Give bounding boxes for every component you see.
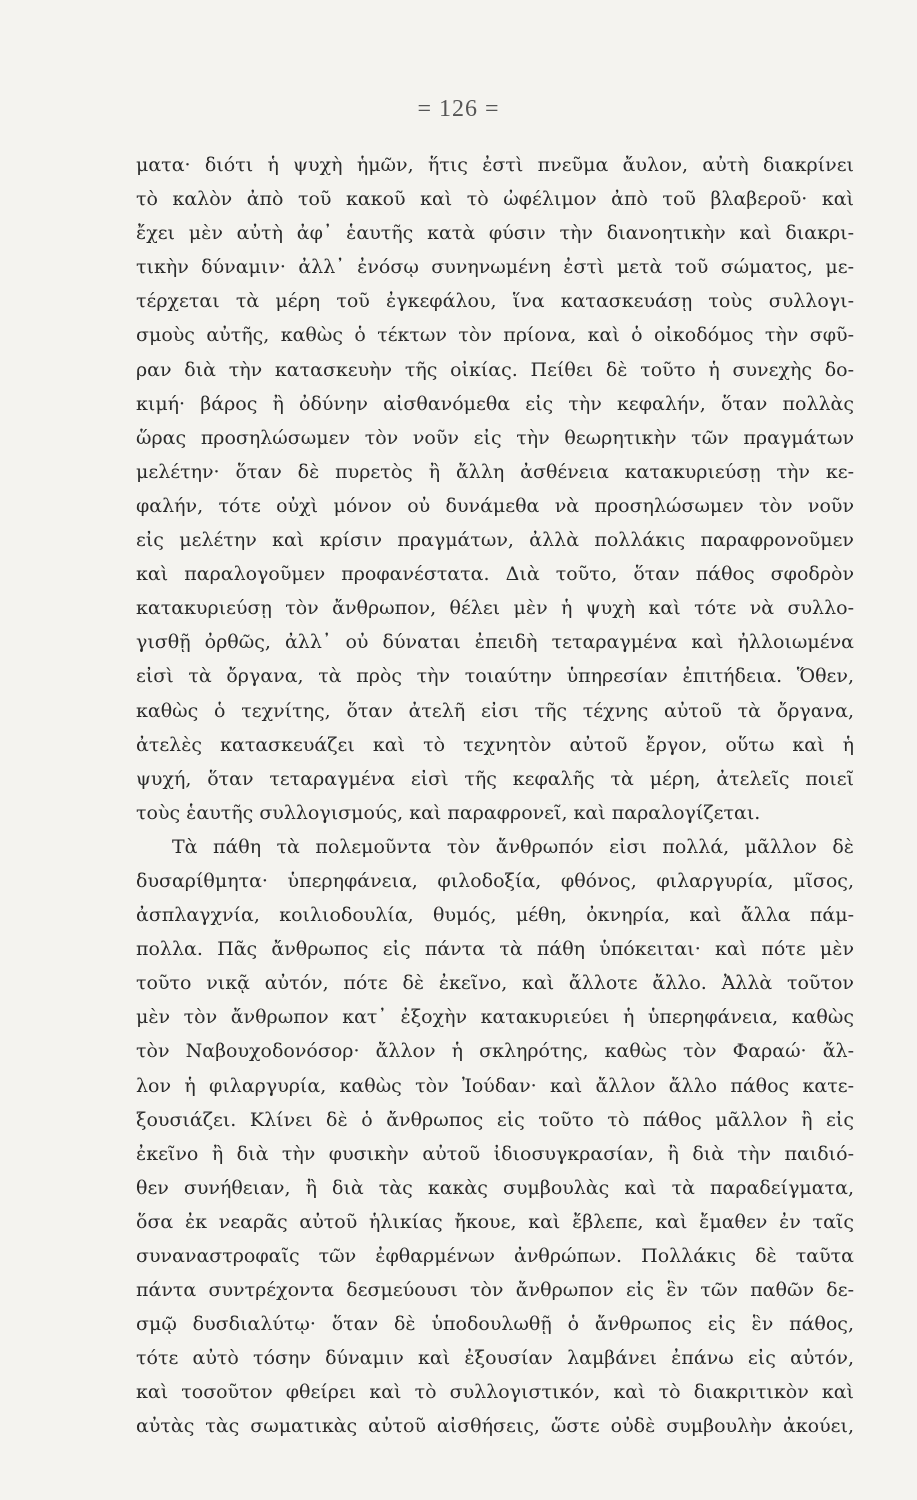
text-line: ὥρας προσηλώσωμεν τὸν νοῦν εἰς τὴν θεωρητικὴν τῶν πραγμάτων: [136, 426, 854, 449]
text-line: ψυχή, ὅταν τεταραγμένα εἰσὶ τῆς κεφαλῆς τὰ μέρη, ἀτελεῖς ποιεῖ: [136, 767, 854, 790]
text-line: πάντα συντρέχοντα δεσμεύουσι τὸν ἄνθρωπον εἰς ἓν τῶν παθῶν δε-: [136, 1279, 854, 1302]
text-line: τὸ καλὸν ἀπὸ τοῦ κακοῦ καὶ τὸ ὠφέλιμον ἀπὸ τοῦ βλαβεροῦ· καὶ: [136, 188, 854, 211]
text-line: σμοὺς αὐτῆς, καθὼς ὁ τέκτων τὸν πρίονα, καὶ ὁ οἰκοδόμος τὴν σφῦ-: [136, 324, 854, 347]
text-line: μὲν τὸν ἄνθρωπον κατ᾿ ἐξοχὴν κατακυριεύει ἡ ὑπερηφάνεια, καθὼς: [136, 1006, 854, 1029]
page-number: = 126 =: [417, 96, 500, 122]
text-line: φαλήν, τότε οὐχὶ μόνον οὐ δυνάμεθα νὰ προσηλώσωμεν τὸν νοῦν: [136, 494, 854, 517]
text-line: ὅσα ἐκ νεαρᾶς αὐτοῦ ἡλικίας ἤκουε, καὶ ἔβλεπε, καὶ ἔμαθεν ἐν ταῖς: [136, 1210, 854, 1233]
text-line: ἀτελὲς κατασκευάζει καὶ τὸ τεχνητὸν αὐτοῦ ἔργον, οὕτω καὶ ἡ: [136, 733, 854, 756]
text-line: γισθῇ ὀρθῶς, ἀλλ᾿ οὐ δύναται ἐπειδὴ τεταραγμένα καὶ ἠλλοιωμένα: [136, 631, 854, 654]
text-line: ἀσπλαγχνία, κοιλιοδουλία, θυμός, μέθη, ὀκνηρία, καὶ ἄλλα πάμ-: [136, 904, 854, 927]
text-line: μελέτην· ὅταν δὲ πυρετὸς ἢ ἄλλη ἀσθένεια κατακυριεύσῃ τὴν κε-: [136, 460, 854, 483]
text-line: Τὰ πάθη τὰ πολεμοῦντα τὸν ἄνθρωπόν εἰσι πολλά, μᾶλλον δὲ: [172, 835, 854, 858]
text-line: συναναστροφαῖς τῶν ἐφθαρμένων ἀνθρώπων. Πολλάκις δὲ ταῦτα: [136, 1245, 854, 1267]
text-line: τοῦτο νικᾷ αὐτόν, πότε δὲ ἐκεῖνο, καὶ ἄλλοτε ἄλλο. Ἀλλὰ τοῦτον: [136, 972, 854, 995]
text-line: αὐτὰς τὰς σωματικὰς αὐτοῦ αἰσθήσεις, ὥστε οὐδὲ συμβουλὴν ἀκούει,: [136, 1415, 854, 1438]
text-line: σμῷ δυσδιαλύτῳ· ὅταν δὲ ὑποδουλωθῇ ὁ ἄνθρωπος εἰς ἓν πάθος,: [136, 1313, 854, 1336]
text-line: κιμή· βάρος ἢ ὀδύνην αἰσθανόμεθα εἰς τὴν κεφαλήν, ὅταν πολλὰς: [136, 392, 854, 415]
text-line: δυσαρίθμητα· ὑπερηφάνεια, φιλοδοξία, φθόνος, φιλαργυρία, μῖσος,: [136, 869, 854, 892]
text-line: κατακυριεύσῃ τὸν ἄνθρωπον, θέλει μὲν ἡ ψυχὴ καὶ τότε νὰ συλλο-: [136, 597, 854, 620]
text-line: τικὴν δύναμιν· ἀλλ᾿ ἐνόσῳ συνηνωμένη ἐστὶ μετὰ τοῦ σώματος, με-: [136, 256, 854, 279]
text-line: τὸν Ναβουχοδονόσορ· ἄλλον ἡ σκληρότης, καθὼς τὸν Φαραώ· ἄλ-: [136, 1040, 854, 1063]
text-line: ἔχει μὲν αὐτὴ ἀφ᾿ ἑαυτῆς κατὰ φύσιν τὴν διανοητικὴν καὶ διακρι-: [136, 222, 854, 245]
text-line: καὶ τοσοῦτον φθείρει καὶ τὸ συλλογιστικόν, καὶ τὸ διακριτικὸν καὶ: [136, 1381, 854, 1404]
text-line: πολλα. Πᾶς ἄνθρωπος εἰς πάντα τὰ πάθη ὑπόκειται· καὶ πότε μὲν: [136, 938, 854, 961]
body-text: [136, 148, 854, 1444]
text-line: ξουσιάζει. Κλίνει δὲ ὁ ἄνθρωπος εἰς τοῦτο τὸ πάθος μᾶλλον ἢ εἰς: [136, 1108, 854, 1131]
text-line: τοὺς ἑαυτῆς συλλογισμούς, καὶ παραφρονεῖ, καὶ παραλογίζεται.: [136, 801, 761, 824]
text-line: τότε αὐτὸ τόσην δύναμιν καὶ ἐξουσίαν λαμβάνει ἐπάνω εἰς αὐτόν,: [136, 1347, 854, 1370]
text-line: ματα· διότι ἡ ψυχὴ ἡμῶν, ἥτις ἐστὶ πνεῦμα ἄυλον, αὐτὴ διακρίνει: [136, 154, 854, 176]
text-line: ραν διὰ τὴν κατασκευὴν τῆς οἰκίας. Πείθει δὲ τοῦτο ἡ συνεχὴς δο-: [136, 358, 854, 381]
text-line: εἰσὶ τὰ ὄργανα, τὰ πρὸς τὴν τοιαύτην ὑπηρεσίαν ἐπιτήδεια. Ὅθεν,: [136, 665, 854, 688]
text-line: θεν συνήθειαν, ἢ διὰ τὰς κακὰς συμβουλὰς καὶ τὰ παραδείγματα,: [136, 1176, 854, 1199]
text-line: τέρχεται τὰ μέρη τοῦ ἐγκεφάλου, ἵνα κατασκευάσῃ τοὺς συλλογι-: [136, 290, 854, 313]
text-line: καὶ παραλογοῦμεν προφανέστατα. Διὰ τοῦτο, ὅταν πάθος σφοδρὸν: [136, 563, 854, 586]
text-line: εἰς μελέτην καὶ κρίσιν πραγμάτων, ἀλλὰ πολλάκις παραφρονοῦμεν: [136, 529, 854, 552]
text-line: ἐκεῖνο ἢ διὰ τὴν φυσικὴν αὐτοῦ ἰδιοσυγκρασίαν, ἢ διὰ τὴν παιδιό-: [136, 1142, 854, 1165]
text-line: λον ἡ φιλαργυρία, καθὼς τὸν Ἰούδαν· καὶ ἄλλον ἄλλο πάθος κατε-: [136, 1074, 854, 1097]
text-line: καθὼς ὁ τεχνίτης, ὅταν ἀτελῆ εἰσι τῆς τέχνης αὐτοῦ τὰ ὄργανα,: [136, 699, 854, 722]
